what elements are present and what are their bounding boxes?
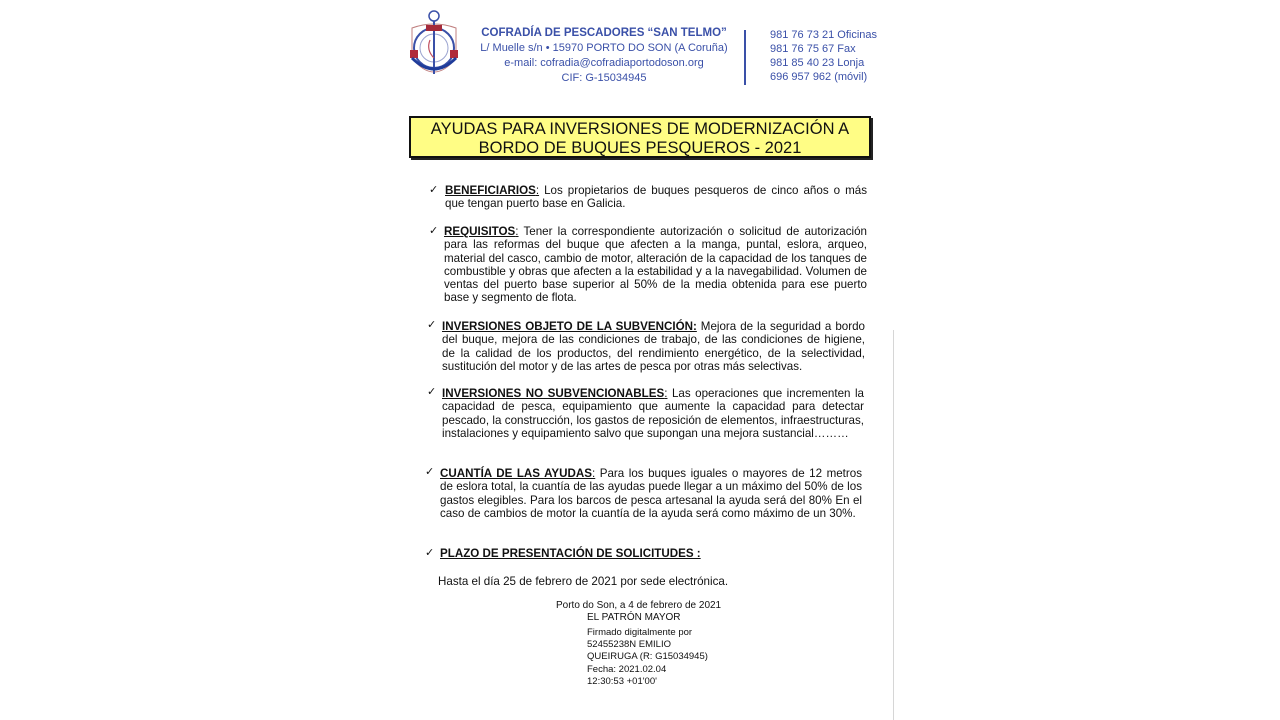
checkmark-icon: ✓ [429,225,439,237]
digital-signature [587,627,708,688]
letterhead-divider [744,30,746,85]
section-heading: REQUISITOS [444,225,516,238]
phone-mobile: 696 957 962 (móvil) [770,71,868,83]
checkmark-icon: ✓ [425,466,435,478]
section-text: Mejora de la seguridad a bordo del buque, mejora de las condiciones de trabajo, de las condiciones de higiene, de la calidad de los productos, del rendimiento energético, de la selectividad, sustitución del motor y de las artes de pesca por otras más selectivas. [442,320,865,373]
phone-offices: 981 76 73 21 Oficinas [770,29,878,41]
section-cuantia [440,467,862,520]
section-inversiones-objeto [442,320,865,373]
heading-separator: : [515,225,519,238]
org-name: COFRADÍA DE PESCADORES “SAN TELMO” [481,27,727,39]
section-requisitos [444,225,867,305]
document-title [409,116,871,158]
section-text: Para los buques iguales o mayores de 12 metros de eslora total, la cuantía de las ayudas puede llegar a un máximo del 50% de los gastos elegibles. Para los barcos de pesca artesanal la ayuda será del 80% En el caso de cambios de motor la cuantía de la ayuda será como máximo de un 30%. [440,467,862,520]
phone-list [770,28,877,84]
deadline-text: Hasta el día 25 de febrero de 2021 por sede electrónica. [438,575,729,588]
section-text: Los propietarios de buques pesqueros de cinco años o más que tengan puerto base en Galicia. [445,184,867,211]
title-line-2: BORDO DE BUQUES PESQUEROS - 2021 [478,139,802,157]
digital-signature-line: Firmado digitalmente por [587,627,693,638]
section-heading: BENEFICIARIOS [445,184,536,197]
checkmark-icon: ✓ [427,319,437,331]
phone-lonja: 981 85 40 23 Lonja [770,57,865,69]
section-inversiones-no-subvencionables [442,387,864,440]
letterhead [470,26,738,86]
digital-signature-line: Fecha: 2021.02.04 [587,663,667,675]
heading-separator: : [535,184,540,197]
heading-separator: : [664,387,668,400]
org-address: L/ Muelle s/n • 15970 PORTO DO SON (A Coruña) [480,42,728,54]
phone-fax: 981 76 75 67 Fax [770,43,856,55]
org-cif: CIF: G-15034945 [561,72,647,84]
section-heading: INVERSIONES NO SUBVENCIONABLES [442,387,665,400]
signature-role: EL PATRÓN MAYOR [587,612,681,623]
section-plazo [440,547,862,560]
page-edge [893,330,894,720]
section-text: Tener la correspondiente autorización o solicitud de autorización para las reformas del buque que afecten a la manga, puntal, eslora, arqueo, material del casco, cambio de motor, alteración de la capacidad de los tanques de combustible y obras que afecten a la estabilidad y a la navegabilidad. Volumen de ventas del puerto base superior al 50% de la media obtenida para ese puerto base y segmento de flota. [444,225,867,305]
digital-signature-line: QUEIRUGA (R: G15034945) [587,651,708,663]
checkmark-icon: ✓ [429,184,439,196]
digital-signature-line: 52455238N EMILIO [587,639,671,651]
checkmark-icon: ✓ [425,547,435,559]
section-text: Las operaciones que incrementen la capacidad de pesca, equipamiento que aumente la capacidad para detectar pescado, la construcción, los gastos de reposición de elementos, infraestructuras, instalaciones y equipamiento salvo que supongan una mejora sustancial……… [442,387,864,440]
anchor-emblem-icon [404,8,464,88]
signature-place-date: Porto do Son, a 4 de febrero de 2021 [556,600,722,611]
heading-separator: : [592,467,596,480]
section-heading: INVERSIONES OBJETO DE LA SUBVENCIÓN: [442,320,697,333]
checkmark-icon: ✓ [427,386,437,398]
digital-signature-line: 12:30:53 +01'00' [587,675,657,687]
section-heading: PLAZO DE PRESENTACIÓN DE SOLICITUDES : [440,547,701,560]
title-line-1: AYUDAS PARA INVERSIONES DE MODERNIZACIÓN A [430,120,850,138]
section-beneficiarios [445,184,867,211]
org-email: e-mail: cofradia@cofradiaportodoson.org [504,57,704,69]
section-heading: CUANTÍA DE LAS AYUDAS [440,467,593,480]
